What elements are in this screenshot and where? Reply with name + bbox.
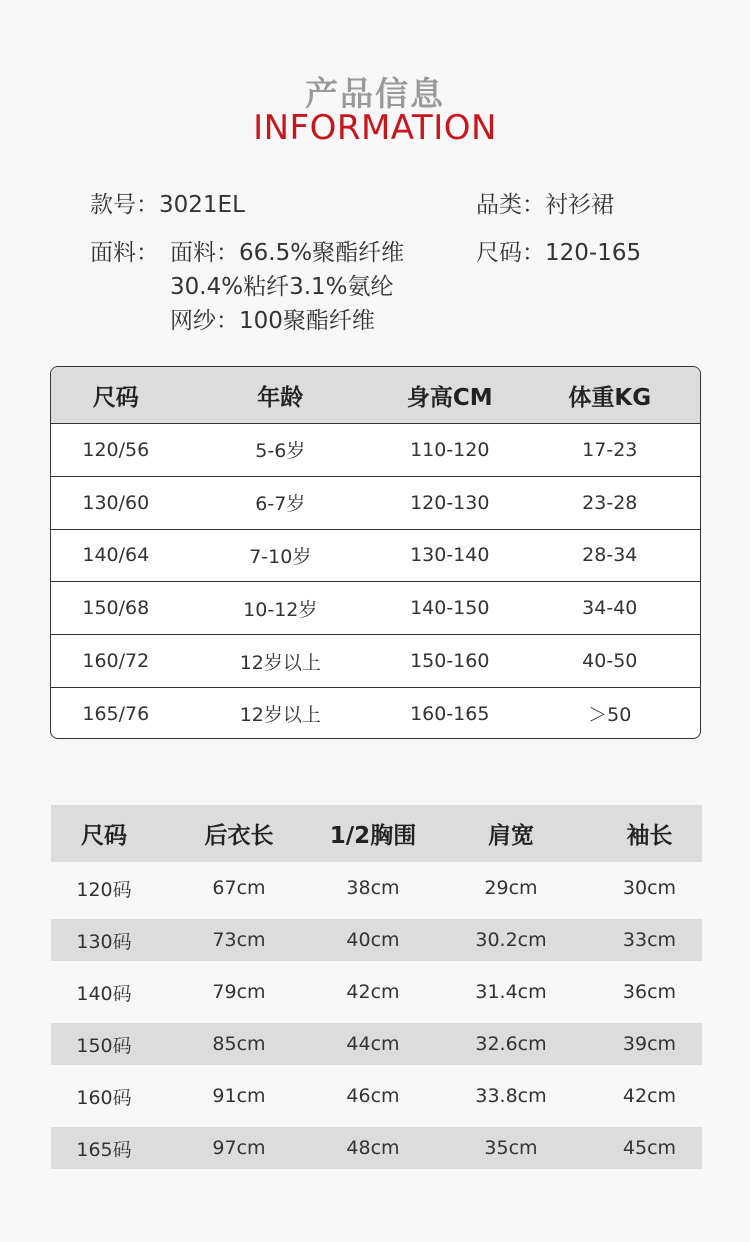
table-cell: 79cm (212, 981, 266, 1003)
table-cell: 160码 (76, 1086, 132, 1109)
table-cell: 97cm (212, 1137, 266, 1159)
table-cell: 140-150 (410, 597, 490, 620)
product-category: 品类：衬衫裙 (476, 192, 614, 218)
table-cell: 10-12岁 (243, 598, 318, 621)
table-cell: 7-10岁 (249, 545, 312, 568)
table-cell: 5-6岁 (255, 440, 306, 463)
table-row (51, 529, 700, 582)
table-cell: 6-7岁 (255, 493, 306, 516)
fabric-label: 面料： (90, 240, 159, 266)
table-header-cell: 身高CM (406, 384, 493, 411)
table-cell: 30.2cm (475, 929, 547, 951)
table-cell: 130/60 (82, 491, 150, 514)
page-title-cn: 产品信息 (305, 74, 445, 113)
table-cell: 28-34 (582, 544, 638, 567)
table-cell: 160-165 (410, 702, 490, 725)
fabric-composition (170, 236, 404, 338)
size-range: 尺码：120-165 (476, 240, 642, 266)
table-row (51, 423, 700, 476)
table-cell: 150/68 (82, 597, 150, 620)
table-cell: 150-160 (410, 650, 490, 673)
table-cell: 120-130 (410, 491, 490, 514)
table-cell: 140/64 (82, 544, 150, 567)
table-cell: 33cm (622, 929, 677, 951)
table-cell: 12岁以上 (239, 704, 321, 727)
table-cell: 31.4cm (475, 981, 547, 1003)
table-header-cell: 尺码 (92, 384, 139, 411)
table-header-cell: 后衣长 (204, 823, 274, 849)
table-header-cell: 肩宽 (488, 823, 534, 849)
table-header-row (51, 805, 702, 862)
style-number: 款号：3021EL (90, 192, 245, 218)
table-cell: 67cm (212, 877, 266, 899)
table-cell: 73cm (212, 929, 266, 951)
table-cell: 32.6cm (475, 1033, 547, 1055)
table-cell: 29cm (484, 877, 538, 899)
table-header-cell: 年龄 (257, 384, 304, 411)
table-cell: 45cm (622, 1137, 677, 1159)
table-row (51, 862, 702, 914)
table-cell: 130码 (76, 930, 132, 953)
measurement-table (51, 805, 702, 1174)
table-cell: 42cm (622, 1085, 677, 1107)
page-title-en: INFORMATION (253, 108, 497, 148)
table-cell: 150码 (76, 1034, 132, 1057)
table-row (51, 581, 700, 634)
table-cell: 40-50 (582, 650, 638, 673)
table-cell: 38cm (346, 877, 400, 899)
table-cell: 120/56 (82, 438, 150, 461)
table-cell: 140码 (76, 982, 132, 1005)
table-cell: 110-120 (410, 438, 490, 461)
size-table (50, 366, 701, 739)
table-header-cell: 尺码 (81, 823, 127, 849)
table-row (51, 919, 702, 961)
table-cell: 165码 (76, 1138, 132, 1161)
table-cell: 44cm (346, 1033, 400, 1055)
table-row (51, 634, 700, 687)
table-cell: 85cm (212, 1033, 266, 1055)
table-cell: 39cm (622, 1033, 677, 1055)
table-header-cell: 袖长 (626, 823, 673, 849)
table-header-row (51, 367, 700, 423)
table-row (51, 1070, 702, 1122)
fabric-line: 30.4%粘纤3.1%氨纶 (170, 274, 394, 300)
table-header-cell: 体重KG (568, 384, 652, 411)
table-row (51, 476, 700, 529)
table-cell: 120码 (76, 878, 132, 901)
fabric-line: 面料：66.5%聚酯纤维 (170, 240, 405, 266)
table-cell: 165/76 (82, 702, 150, 725)
table-row (51, 1127, 702, 1169)
table-cell: 160/72 (82, 650, 150, 673)
table-cell: 36cm (622, 981, 677, 1003)
table-cell: 12岁以上 (239, 651, 321, 674)
table-cell: 33.8cm (475, 1085, 547, 1107)
table-cell: 23-28 (582, 491, 638, 514)
table-row (51, 966, 702, 1018)
table-cell: 17-23 (582, 438, 638, 461)
fabric-line: 网纱：100聚酯纤维 (170, 308, 375, 334)
table-cell: 46cm (346, 1085, 400, 1107)
table-cell: 30cm (622, 877, 677, 899)
table-cell: 48cm (346, 1137, 400, 1159)
table-cell: ＞50 (588, 704, 632, 727)
table-cell: 34-40 (582, 597, 638, 620)
table-cell: 40cm (346, 929, 400, 951)
table-cell: 35cm (484, 1137, 538, 1159)
table-cell: 91cm (212, 1085, 266, 1107)
table-cell: 42cm (346, 981, 400, 1003)
table-header-cell: 1/2胸围 (329, 823, 417, 849)
table-cell: 130-140 (410, 544, 490, 567)
table-row (51, 687, 700, 739)
table-row (51, 1023, 702, 1065)
